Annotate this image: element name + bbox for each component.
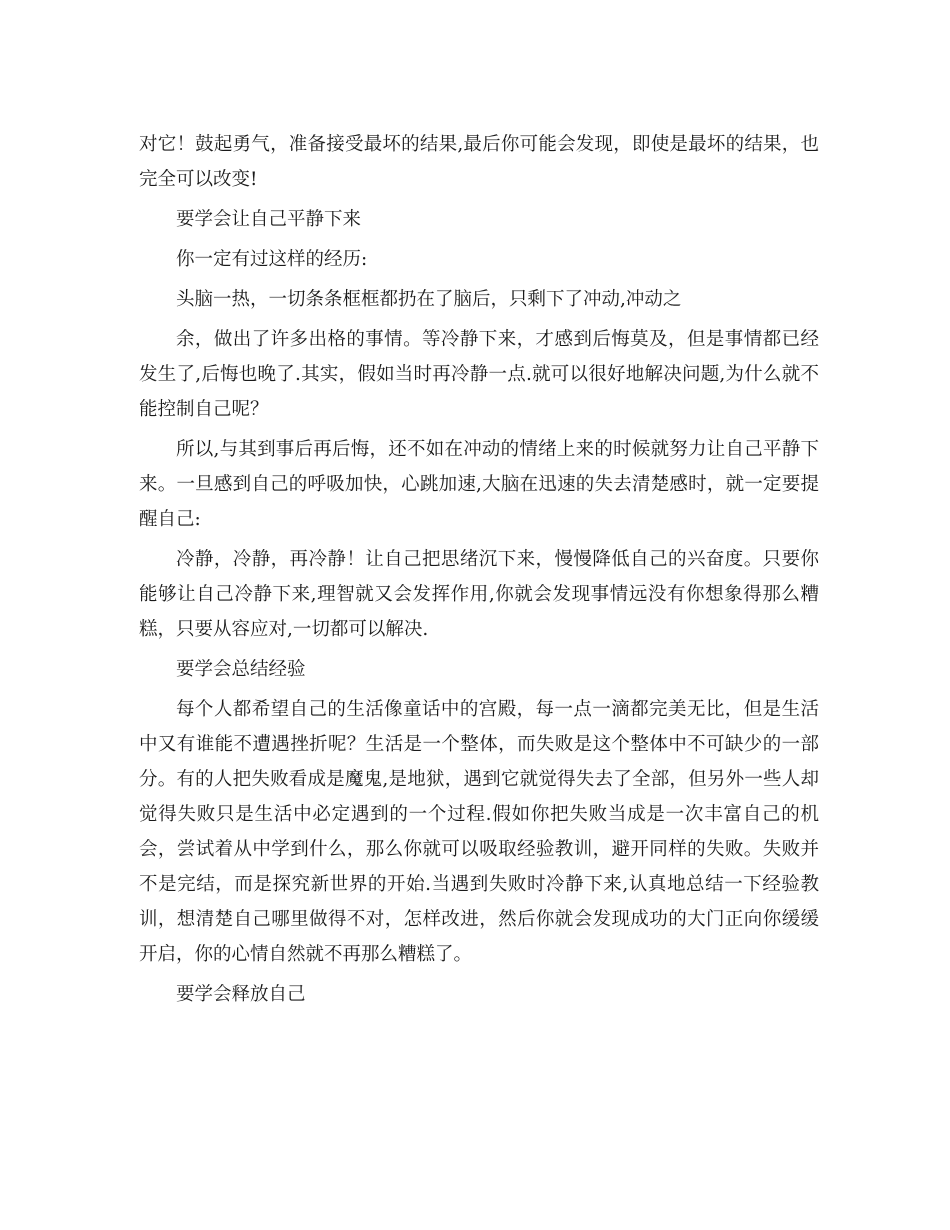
paragraph: 余，做出了许多出格的事情。等冷静下来，才感到后悔莫及，但是事情都已经发生了,后悔也晚了.其实，假如当时再冷静一点.就可以很好地解决问题,为什么就不能控制自己呢？	[139, 329, 819, 420]
paragraph: 你一定有过这样的经历:	[176, 249, 368, 270]
paragraph: 头脑一热，一切条条框框都扔在了脑后，只剩下了冲动,冲动之	[176, 289, 682, 310]
section-heading-summarize-experience: 要学会总结经验	[176, 659, 306, 680]
section-heading-calm-down: 要学会让自己平静下来	[176, 209, 362, 230]
section-heading-release-yourself: 要学会释放自己	[176, 984, 306, 1005]
paragraph: 所以,与其到事后再后悔，还不如在冲动的情绪上来的时候就努力让自己平静下来。一旦感到自己的呼吸加快，心跳加速,大脑在迅速的失去清楚感时，就一定要提醒自己:	[139, 439, 819, 530]
document-body	[139, 127, 819, 1012]
paragraph: 冷静，冷静，再冷静！让自己把思绪沉下来，慢慢降低自己的兴奋度。只要你能够让自己冷静下来,理智就又会发挥作用,你就会发现事情远没有你想象得那么糟糕，只要从容应对,一切都可以解决.	[139, 549, 819, 640]
paragraph: 每个人都希望自己的生活像童话中的宫殿，每一点一滴都完美无比，但是生活中又有谁能不遭遇挫折呢？生活是一个整体，而失败是这个整体中不可缺少的一部分。有的人把失败看成是魔鬼,是地狱，遇到它就觉得失去了全部，但另外一些人却觉得失败只是生活中必定遇到的一个过程.假如你把失败当成是一次丰富自己的机会，尝试着从中学到什么，那么你就可以吸取经验教训，避开同样的失败。失败并不是完结，而是探究新世界的开始.当遇到失败时冷静下来,认真地总结一下经验教训，想清楚自己哪里做得不对，怎样改进，然后你就会发现成功的大门正向你缓缓开启，你的心情自然就不再那么糟糕了。	[139, 699, 819, 965]
paragraph-continued: 对它！鼓起勇气，准备接受最坏的结果,最后你可能会发现，即使是最坏的结果，也完全可以改变!	[139, 134, 819, 190]
